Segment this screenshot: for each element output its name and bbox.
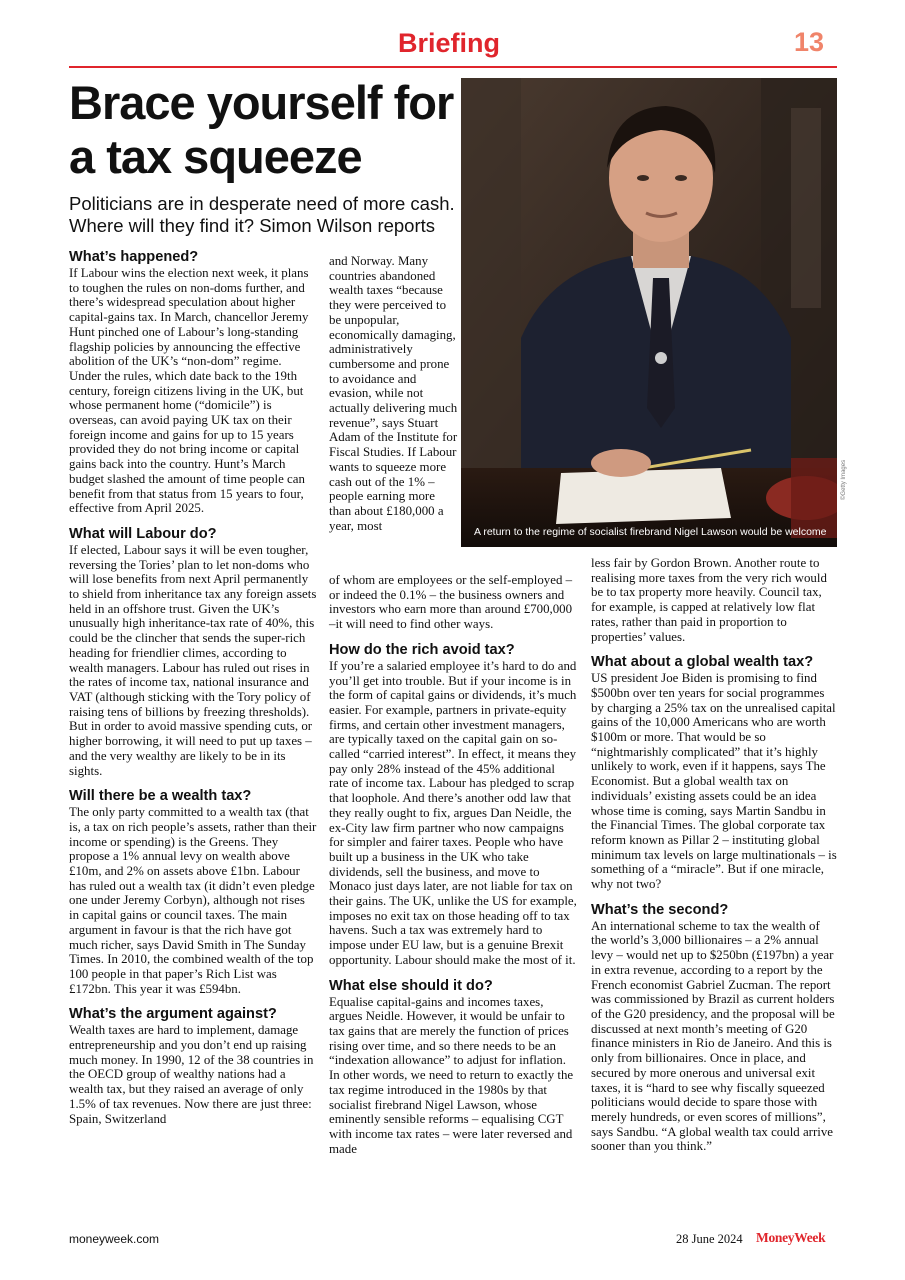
paragraph-wealth-tax: The only party committed to a wealth tax (that is, a tax on rich people’s assets, rather than their income or spending) is the Greens. They propose a 1% annual levy on wealth above £10m, and 2% on assets above £1bn. Labour has ruled out a wealth tax (it didn’t even pledge one under Jeremy Corbyn), although not rises in capital gains or council taxes. The main argument in favour is that the rich have got much richer, says David Smith in The Sunday Times. In 2010, the combined wealth of the top 100 people in that paper’s Rich List was £172bn. This year it was £594bn. [69, 805, 317, 996]
paragraph-continued-narrow: and Norway. Many countries abandoned wealth taxes “because they were perceived to be unpopular, economically damaging, administratively cumbersome and prone to avoidance and evasion, while not actually delivering much revenue”, says Stuart Adam of the Institute for Fiscal Studies. If Labour wants to squeeze more cash out of the 1% – people earning more than about £180,000 a year, most [329, 254, 458, 533]
photo-caption: A return to the regime of socialist firebrand Nigel Lawson would be welcome [474, 526, 827, 538]
header-rule [69, 66, 837, 68]
article-column-3 [591, 556, 837, 1164]
page-number: 13 [794, 27, 825, 57]
paragraph-avoid-tax: If you’re a salaried employee it’s hard to do and you’ll get into trouble. But if your income is in the form of capital gains or dividends, it’s much easier. For example, partners in private-equity firms, and certain other investment managers, are typically taxed on the capital gain on so-called “carried interest”. In effect, it means they pay only 28% instead of the 45% additional rate of income tax. Labour has pledged to scrap that loophole. And there’s another odd law that they really ought to fix, argues Dan Neidle, the ex-City law firm partner who now campaigns for simpler and fairer taxes. People who have built up a business in the UK who take dividends, sell the business, and move to Monaco just days later, are not liable for tax on their gains. The UK, unlike the US for example, imposes no exit tax on those heading off to tax havens. Such a tax was extremely hard to impose under EU law, but is a genuine Brexit opportunity. Labour should make the most of it. [329, 658, 577, 967]
standfirst: Politicians are in desperate need of more cash. Where will they find it? Simon Wilson reports [69, 193, 455, 236]
subhead-avoid-tax: How do the rich avoid tax? [329, 641, 515, 658]
paragraph-global-wealth-tax: US president Joe Biden is promising to find $500bn over ten years for social programmes by charging a 25% tax on the unrealised capital gains of the 10,000 Americans who are worth $100m or more. That would be so “nightmarishly complicated” that it’s highly unlikely to work, even if it happens, says The Economist. But a global wealth tax on individuals’ existing assets could be an idea whose time is coming, says Martin Sandbu in the Financial Times. The global corporate tax reform known as Pillar 2 – instituting global minimum tax levels on large multinationals – is something of a “miracle”. But if one miracle, why not two? [591, 671, 837, 892]
paragraph-what-else: Equalise capital-gains and incomes taxes, argues Neidle. However, it would be unfair to tax gains that are merely the function of prices rising over time, and so there needs to be an “indexation allowance” to adjust for inflation. In other words, we need to return to exactly the tax regime introduced in the 1980s by that socialist firebrand Nigel Lawson, whose eminently sensible reforms – equalising CGT with income tax rates – were later reversed and made [329, 994, 574, 1156]
headline: Brace yourself for a tax squeeze [69, 76, 454, 183]
subhead-global-wealth-tax: What about a global wealth tax? [591, 654, 814, 671]
article-column-2-narrow [329, 254, 459, 543]
subhead-argument-against: What’s the argument against? [69, 1006, 277, 1023]
section-title: Briefing [398, 28, 501, 58]
paragraph-whats-happened: If Labour wins the election next week, it plans to toughen the rules on non-doms further, and there’s widespread speculation about higher capital-gains tax. In March, chancellor Jeremy Hunt pinched one of Labour’s long-standing flagship policies by announcing the effective abolition of the UK’s “non-dom” regime. Under the rules, which date back to the 19th century, foreign citizens living in the UK, but whose permanent home (“domicile”) is overseas, can avoid paying UK tax on their foreign income and gains for up to 15 years provided they do not bring income or capital gains back into the country. Hunt’s March budget slashed the amount of time people can benefit from that status from 15 years to four, effective from April 2025. [69, 266, 309, 516]
portrait-illustration [461, 78, 837, 547]
portrait-photo [461, 78, 837, 547]
subhead-wealth-tax: Will there be a wealth tax? [69, 788, 252, 805]
brand-logo: MoneyWeek [756, 1230, 826, 1245]
subhead-whats-happened: What’s happened? [69, 249, 199, 265]
paragraph-continued-col3: less fair by Gordon Brown. Another route to realising more taxes from the very rich would be to tax property more heavily. Council tax, for example, is capped at relatively low flat rates, rather than paid in proportion to properties’ values. [591, 556, 827, 644]
paragraph-argument-against: Wealth taxes are hard to implement, damage entrepreneurship and you don’t end up raising much money. In 1990, 12 of the 38 countries in the OECD group of wealthy nations had a wealth tax, but they raised an average of only 1.5% of tax revenues. Now there are just three: Spain, Switzerland [69, 1023, 314, 1126]
footer-site: moneyweek.com [69, 1232, 160, 1246]
paragraph-continued-wide: of whom are employees or the self-employed – or indeed the 0.1% – the business owners and investors who earn more than around £700,000 –it will need to find other ways. [329, 573, 573, 632]
paragraph-labour: If elected, Labour says it will be even tougher, reversing the Tories’ plan to let non-doms who will lose benefits from next April permanently to shield from inheritance tax any foreign assets held in an offshore trust. Given the UK’s unusually high inheritance-tax rate of 40%, this could be the clincher that sends the super-rich heading for friendlier climes, according to wealth managers. Labour has ruled out rises in the rates of income tax, national insurance and VAT (although sticking with the Tory policy of raising tens of billions by freezing thresholds). But in order to avoid massive spending cuts, or higher borrowing, it will need to put up taxes – and the very wealthy are likely to be in its sights. [69, 542, 317, 778]
subhead-second: What’s the second? [591, 901, 729, 918]
paragraph-second: An international scheme to tax the wealth of the world’s 3,000 billionaires – a 2% annual levy – would net up to $250bn (£197bn) a year in extra revenue, according to a report by the French economist Gabriel Zucman. The report was commissioned by Brazil as current holders of the G20 presidency, and the proposal will be discussed at next month’s meeting of G20 finance ministers in Rio de Janeiro. And this is only from billionaires. Once in place, and secured by more onerous and universal exit taxes, it is “hard to see why fiscally squeezed politicians would decide to spare those with merely hundreds, or even scores of millions”, says Sandbu. “A global wealth tax could arrive sooner than you think.” [591, 918, 835, 1154]
subhead-labour: What will Labour do? [69, 525, 217, 542]
footer-date: 28 June 2024 [676, 1232, 743, 1246]
subhead-what-else: What else should it do? [329, 977, 493, 994]
article-column-1 [69, 249, 317, 1136]
article-column-2 [329, 573, 577, 1166]
photo-credit: ©Getty Images [841, 459, 847, 500]
